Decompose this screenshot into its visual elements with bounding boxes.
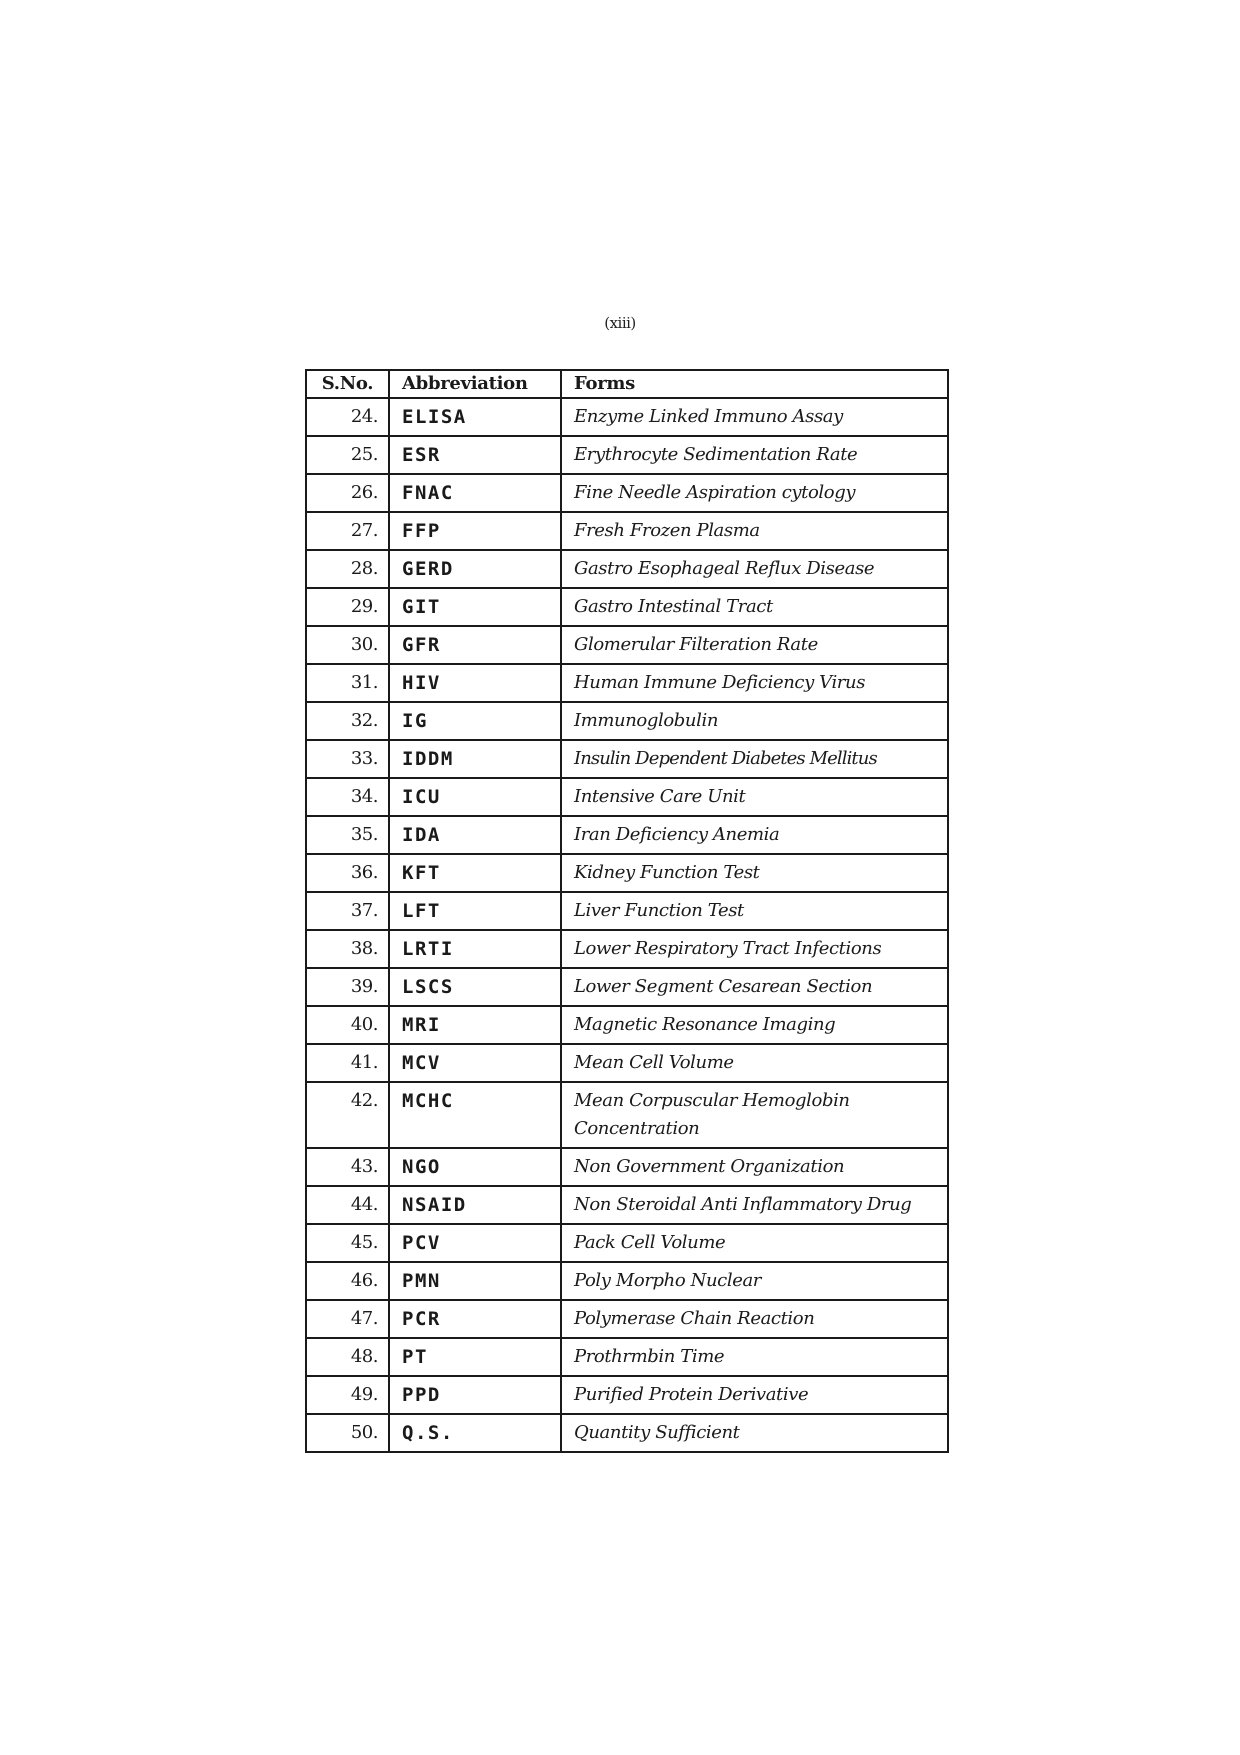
row-form: Kidney Function Test: [561, 854, 948, 892]
row-form: Fine Needle Aspiration cytology: [561, 474, 948, 512]
table-row: [306, 664, 948, 702]
row-form: Lower Respiratory Tract Infections: [561, 930, 948, 968]
row-abbreviation: GFR: [389, 626, 561, 664]
row-sno: 50.: [306, 1414, 389, 1452]
row-abbreviation: KFT: [389, 854, 561, 892]
table-row: [306, 702, 948, 740]
table-row: [306, 1006, 948, 1044]
row-sno: 25.: [306, 436, 389, 474]
row-sno: 30.: [306, 626, 389, 664]
row-sno: 34.: [306, 778, 389, 816]
row-sno: 39.: [306, 968, 389, 1006]
row-sno: 27.: [306, 512, 389, 550]
row-abbreviation: PMN: [389, 1262, 561, 1300]
table-row: [306, 588, 948, 626]
row-form: Insulin Dependent Diabetes Mellitus: [561, 740, 948, 778]
row-form: Lower Segment Cesarean Section: [561, 968, 948, 1006]
table-row: [306, 816, 948, 854]
row-abbreviation: MCV: [389, 1044, 561, 1082]
table-row: [306, 854, 948, 892]
table-row: [306, 1338, 948, 1376]
table-row: [306, 1262, 948, 1300]
row-form: Fresh Frozen Plasma: [561, 512, 948, 550]
row-sno: 32.: [306, 702, 389, 740]
table-row: [306, 1148, 948, 1186]
row-form: Liver Function Test: [561, 892, 948, 930]
row-form: Mean Cell Volume: [561, 1044, 948, 1082]
table-row: [306, 740, 948, 778]
row-sno: 31.: [306, 664, 389, 702]
row-form: Magnetic Resonance Imaging: [561, 1006, 948, 1044]
row-sno: 49.: [306, 1376, 389, 1414]
table-row: [306, 512, 948, 550]
row-form: Quantity Sufficient: [561, 1414, 948, 1452]
row-abbreviation: PCV: [389, 1224, 561, 1262]
row-abbreviation: ESR: [389, 436, 561, 474]
row-sno: 35.: [306, 816, 389, 854]
row-abbreviation: LRTI: [389, 930, 561, 968]
row-abbreviation: Q.S.: [389, 1414, 561, 1452]
row-form: Polymerase Chain Reaction: [561, 1300, 948, 1338]
row-sno: 43.: [306, 1148, 389, 1186]
row-form: Gastro Intestinal Tract: [561, 588, 948, 626]
row-form: Purified Protein Derivative: [561, 1376, 948, 1414]
row-abbreviation: NSAID: [389, 1186, 561, 1224]
row-sno: 48.: [306, 1338, 389, 1376]
abbreviations-table: [305, 369, 949, 1453]
row-abbreviation: GERD: [389, 550, 561, 588]
row-abbreviation: LFT: [389, 892, 561, 930]
row-abbreviation: ICU: [389, 778, 561, 816]
row-sno: 45.: [306, 1224, 389, 1262]
row-abbreviation: GIT: [389, 588, 561, 626]
row-abbreviation: MRI: [389, 1006, 561, 1044]
row-form: Non Government Organization: [561, 1148, 948, 1186]
row-form: Glomerular Filteration Rate: [561, 626, 948, 664]
table-row: [306, 1224, 948, 1262]
row-abbreviation: PCR: [389, 1300, 561, 1338]
table-row: [306, 1414, 948, 1452]
table-row: [306, 474, 948, 512]
table-row: [306, 930, 948, 968]
row-sno: 38.: [306, 930, 389, 968]
table-header: [306, 370, 948, 398]
page-number: (xiii): [604, 314, 636, 332]
row-sno: 36.: [306, 854, 389, 892]
row-sno: 42.: [306, 1082, 389, 1148]
row-abbreviation: MCHC: [389, 1082, 561, 1148]
row-sno: 37.: [306, 892, 389, 930]
table-row: [306, 436, 948, 474]
row-sno: 29.: [306, 588, 389, 626]
row-abbreviation: HIV: [389, 664, 561, 702]
table-row: [306, 1376, 948, 1414]
table-row: [306, 778, 948, 816]
row-abbreviation: IG: [389, 702, 561, 740]
header-sno: S.No.: [306, 370, 389, 398]
row-abbreviation: FNAC: [389, 474, 561, 512]
table-row: [306, 1186, 948, 1224]
row-sno: 47.: [306, 1300, 389, 1338]
row-form: Immunoglobulin: [561, 702, 948, 740]
table-row: [306, 398, 948, 436]
row-abbreviation: PPD: [389, 1376, 561, 1414]
row-sno: 24.: [306, 398, 389, 436]
table-body: [306, 398, 948, 1452]
row-sno: 46.: [306, 1262, 389, 1300]
row-form: Pack Cell Volume: [561, 1224, 948, 1262]
row-abbreviation: IDDM: [389, 740, 561, 778]
row-abbreviation: LSCS: [389, 968, 561, 1006]
row-form: Non Steroidal Anti Inflammatory Drug: [561, 1186, 948, 1224]
row-form: Gastro Esophageal Reflux Disease: [561, 550, 948, 588]
row-form: Prothrmbin Time: [561, 1338, 948, 1376]
row-abbreviation: ELISA: [389, 398, 561, 436]
row-form: Erythrocyte Sedimentation Rate: [561, 436, 948, 474]
header-row: [306, 370, 948, 398]
row-sno: 40.: [306, 1006, 389, 1044]
row-abbreviation: PT: [389, 1338, 561, 1376]
row-sno: 26.: [306, 474, 389, 512]
row-form: Intensive Care Unit: [561, 778, 948, 816]
table-row: [306, 968, 948, 1006]
row-sno: 41.: [306, 1044, 389, 1082]
row-abbreviation: FFP: [389, 512, 561, 550]
table-row: [306, 1300, 948, 1338]
row-form: Enzyme Linked Immuno Assay: [561, 398, 948, 436]
row-sno: 44.: [306, 1186, 389, 1224]
row-abbreviation: NGO: [389, 1148, 561, 1186]
table-row: [306, 550, 948, 588]
row-form: Iran Deficiency Anemia: [561, 816, 948, 854]
table-row: [306, 1082, 948, 1148]
header-forms: Forms: [561, 370, 948, 398]
table-row: [306, 892, 948, 930]
row-form: Human Immune Deficiency Virus: [561, 664, 948, 702]
row-form: Mean Corpuscular Hemoglobin Concentration: [561, 1082, 948, 1148]
row-sno: 28.: [306, 550, 389, 588]
row-form: Poly Morpho Nuclear: [561, 1262, 948, 1300]
header-abbreviation: Abbreviation: [389, 370, 561, 398]
table-row: [306, 626, 948, 664]
table-row: [306, 1044, 948, 1082]
row-sno: 33.: [306, 740, 389, 778]
row-abbreviation: IDA: [389, 816, 561, 854]
